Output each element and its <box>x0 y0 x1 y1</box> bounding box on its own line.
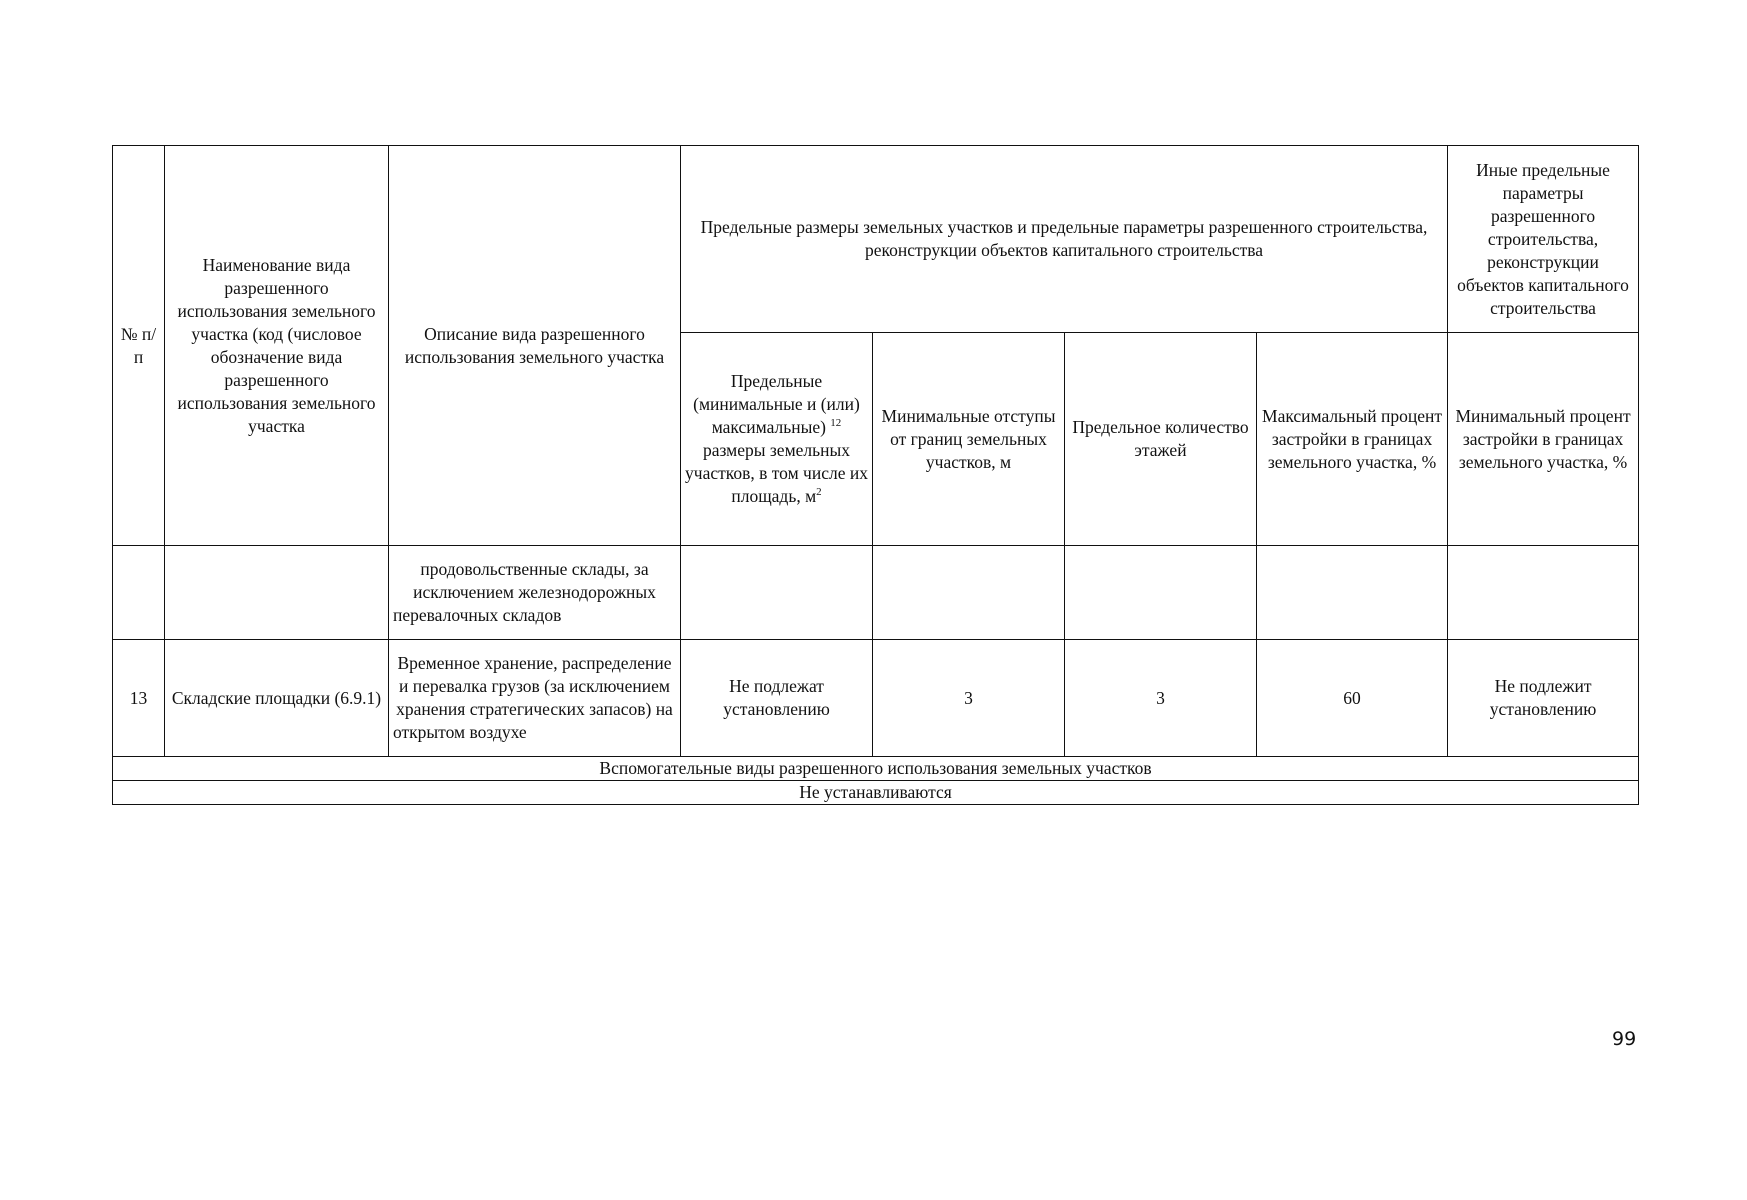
row-13-floors: 3 <box>1065 640 1257 757</box>
section-row <box>113 757 1639 781</box>
header-other-params: Иные предельные параметры разрешенного строительства, реконструкции объектов капитального строительства <box>1448 146 1639 333</box>
cell-empty <box>1448 546 1639 640</box>
cell-empty <box>681 546 873 640</box>
cell-empty <box>113 546 165 640</box>
cell-empty <box>873 546 1065 640</box>
row-13-min-coverage: Не подлежит установлению <box>1448 640 1639 757</box>
auxiliary-section-title: Вспомогательные виды разрешенного использования земельных участков <box>113 757 1639 781</box>
header-floors: Предельное количество этажей <box>1065 333 1257 546</box>
header-name: Наименование вида разрешенного использования земельного участка (код (числовое обозначение вида разрешенного использования земельного участка <box>165 146 389 546</box>
header-max-coverage: Максимальный процент застройки в границах земельного участка, % <box>1257 333 1448 546</box>
row-13-plot-size: Не подлежат установлению <box>681 640 873 757</box>
header-plot-size <box>681 333 873 546</box>
auxiliary-value: Не устанавливаются <box>113 781 1639 805</box>
cell-empty <box>165 546 389 640</box>
row-13-description: Временное хранение, распределение и перевалка грузов (за исключением хранения стратегических запасов) на открытом воздухе <box>389 640 681 757</box>
table-row <box>113 640 1639 757</box>
row-13-name: Складские площадки (6.9.1) <box>165 640 389 757</box>
zoning-table <box>112 145 1639 805</box>
continuation-description: продовольственные склады, за исключением железнодорожных перевалочных складов <box>389 546 681 640</box>
row-13-setbacks: 3 <box>873 640 1065 757</box>
header-limits-group: Предельные размеры земельных участков и предельные параметры разрешенного строительства, реконструкции объектов капитального строительства <box>681 146 1448 333</box>
footnote-ref: 12 <box>830 417 842 430</box>
cell-empty <box>1257 546 1448 640</box>
plot-size-text: Предельные (минимальные и (или) максимальные) <box>693 371 860 437</box>
table-row <box>113 546 1639 640</box>
header-num: № п/п <box>113 146 165 546</box>
page-number: 99 <box>1612 1028 1637 1050</box>
header-description: Описание вида разрешенного использования земельного участка <box>389 146 681 546</box>
cell-empty <box>1065 546 1257 640</box>
row-13-num: 13 <box>113 640 165 757</box>
header-setbacks: Минимальные отступы от границ земельных участков, м <box>873 333 1065 546</box>
section-row <box>113 781 1639 805</box>
plot-size-rest: размеры земельных участков, в том числе их площадь, м <box>685 440 868 506</box>
row-13-max-coverage: 60 <box>1257 640 1448 757</box>
unit-superscript: 2 <box>816 486 822 499</box>
header-min-coverage: Минимальный процент застройки в границах земельного участка, % <box>1448 333 1639 546</box>
